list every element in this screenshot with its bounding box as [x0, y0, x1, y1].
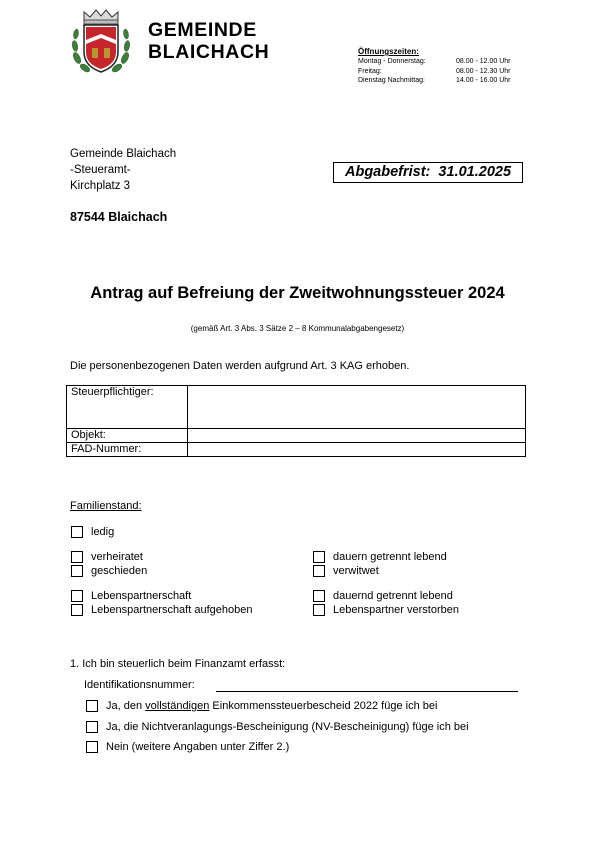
checkbox-box[interactable] — [71, 565, 83, 577]
checkbox-label: Ja, die Nichtveranlagungs-Bescheinigung (NV-Bescheinigung) füge ich bei — [106, 721, 469, 733]
checkbox-dauern-getrennt-lebend[interactable] — [313, 550, 447, 564]
object-field[interactable] — [188, 429, 526, 443]
fad-number-field[interactable] — [188, 443, 526, 457]
deadline-box: Abgabefrist: 31.01.2025 — [333, 162, 523, 183]
checkbox-label: Nein (weitere Angaben unter Ziffer 2.) — [106, 741, 290, 753]
opening-hours-day: Freitag: — [358, 67, 382, 75]
section1-heading: 1. Ich bin steuerlich beim Finanzamt erfasst: — [70, 658, 286, 670]
id-number-label: Identifikationsnummer: — [84, 679, 195, 691]
opening-hours-title: Öffnungszeiten: — [358, 47, 419, 56]
checkbox-no[interactable] — [86, 740, 289, 754]
checkbox-box[interactable] — [313, 604, 325, 616]
option1-suffix: Einkommenssteuerbescheid 2022 füge ich bei — [209, 700, 438, 712]
recipient-address — [70, 146, 176, 194]
checkbox-label: dauernd getrennt lebend — [333, 590, 453, 602]
table-row — [67, 443, 526, 457]
municipality-crest-logo — [70, 8, 132, 78]
document-title: Antrag auf Befreiung der Zweitwohnungssteuer 2024 — [90, 284, 505, 302]
checkbox-verwitwet[interactable] — [313, 564, 379, 578]
checkbox-label: verwitwet — [333, 565, 379, 577]
checkbox-verheiratet[interactable] — [71, 550, 143, 564]
checkbox-box[interactable] — [86, 741, 98, 753]
checkbox-label: Lebenspartner verstorben — [333, 604, 459, 616]
municipality-name-line2: BLAICHACH — [148, 41, 270, 63]
address-line: -Steueramt- — [70, 164, 131, 176]
taxpayer-table — [66, 385, 526, 457]
table-row — [67, 386, 526, 429]
checkbox-label: Lebenspartnerschaft — [91, 590, 192, 602]
table-row — [67, 429, 526, 443]
checkbox-nv-certificate[interactable] — [86, 720, 469, 734]
checkbox-label: Lebenspartnerschaft aufgehoben — [91, 604, 253, 616]
opening-hours-time: 08.00 - 12.30 Uhr — [456, 67, 511, 75]
opening-hours-day: Dienstag Nachmittag: — [358, 77, 425, 85]
privacy-note: Die personenbezogenen Daten werden aufgrund Art. 3 KAG erhoben. — [70, 360, 410, 372]
taxpayer-field[interactable] — [188, 386, 526, 429]
checkbox-lebenspartner-verstorben[interactable] — [313, 603, 459, 617]
checkbox-ledig[interactable] — [71, 525, 114, 539]
checkbox-label: verheiratet — [91, 551, 143, 563]
checkbox-box[interactable] — [71, 526, 83, 538]
checkbox-label: ledig — [91, 526, 115, 538]
table-cell-label: Objekt: — [67, 429, 188, 443]
checkbox-label: geschieden — [91, 565, 148, 577]
opening-hours-time: 08.00 - 12.00 Uhr — [456, 58, 511, 66]
option1-prefix: Ja, den — [106, 700, 146, 712]
table-cell-label: FAD-Nummer: — [67, 443, 188, 457]
checkbox-box[interactable] — [71, 604, 83, 616]
table-cell-label: Steuerpflichtiger: — [67, 386, 188, 429]
checkbox-box[interactable] — [86, 700, 98, 712]
checkbox-lebenspartnerschaft-aufgehoben[interactable] — [71, 603, 252, 617]
opening-hours-time: 14.00 - 16.00 Uhr — [456, 77, 511, 85]
opening-hours-row — [358, 57, 510, 66]
checkbox-label: dauern getrennt lebend — [333, 551, 447, 563]
address-line: Gemeinde Blaichach — [70, 148, 177, 160]
option1-underlined: vollständigen — [145, 700, 210, 712]
municipality-name — [148, 19, 269, 63]
id-number-input-line[interactable] — [216, 691, 518, 692]
opening-hours-row — [358, 76, 510, 85]
checkbox-box[interactable] — [313, 565, 325, 577]
checkbox-lebenspartnerschaft[interactable] — [71, 589, 191, 603]
opening-hours-row — [358, 67, 510, 76]
address-city: 87544 Blaichach — [70, 210, 168, 224]
checkbox-label — [106, 699, 437, 713]
opening-hours — [358, 47, 510, 86]
checkbox-tax-assessment[interactable] — [86, 699, 437, 713]
checkbox-box[interactable] — [71, 590, 83, 602]
marital-status-heading: Familienstand: — [70, 500, 142, 512]
checkbox-box[interactable] — [313, 551, 325, 563]
checkbox-box[interactable] — [71, 551, 83, 563]
checkbox-dauernd-getrennt-lebend[interactable] — [313, 589, 453, 603]
address-line: Kirchplatz 3 — [70, 180, 131, 192]
checkbox-box[interactable] — [86, 721, 98, 733]
opening-hours-day: Montag - Donnerstag: — [358, 58, 426, 66]
checkbox-box[interactable] — [313, 590, 325, 602]
municipality-name-line1: GEMEINDE — [148, 19, 257, 41]
checkbox-geschieden[interactable] — [71, 564, 147, 578]
document-subtitle: (gemäß Art. 3 Abs. 3 Sätze 2 – 8 Kommunalabgabengesetz) — [190, 324, 405, 333]
